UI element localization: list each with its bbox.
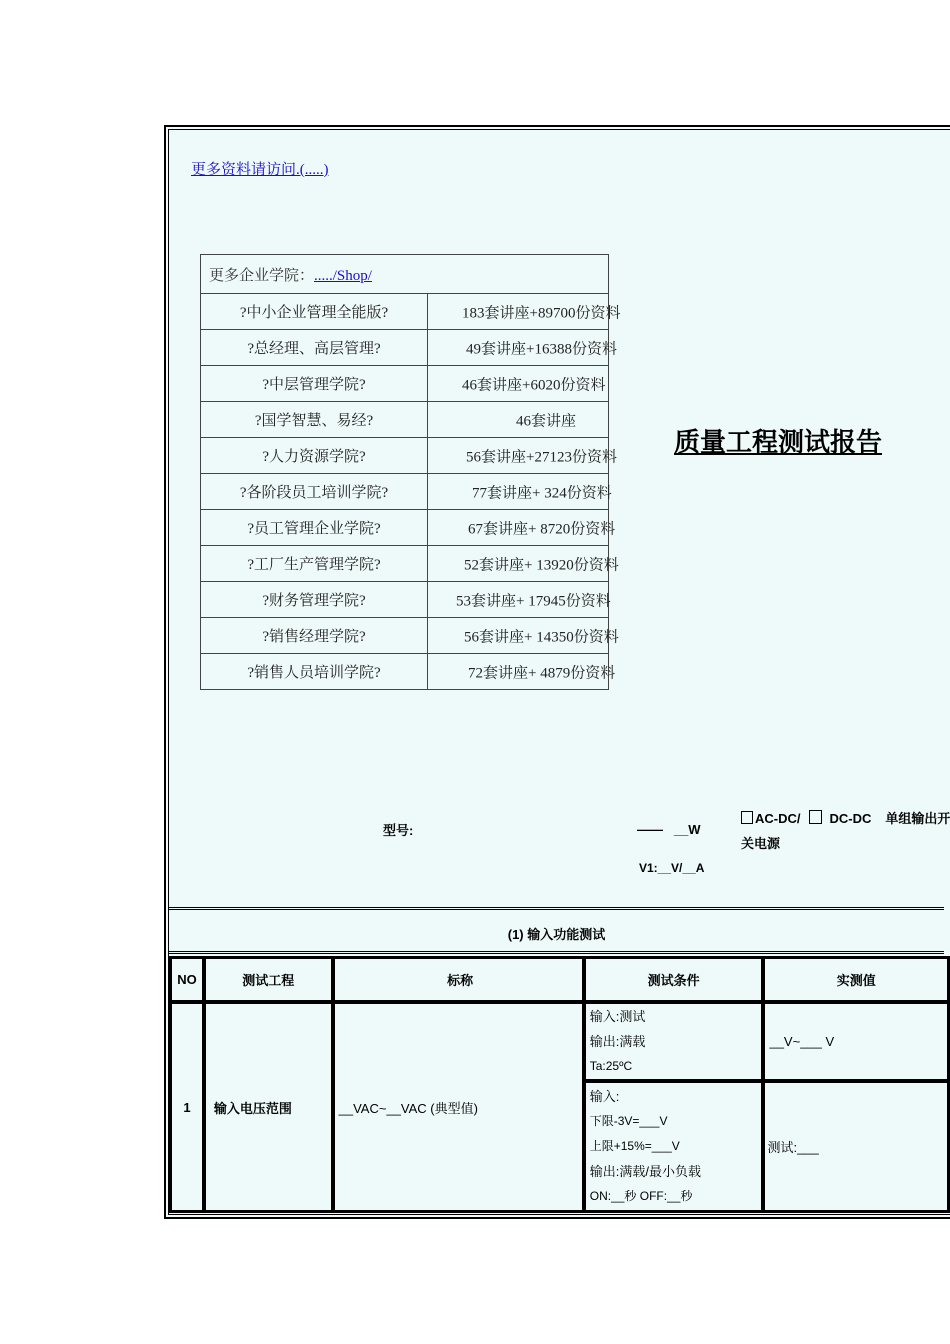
promo-row — [201, 474, 609, 510]
promo-row — [201, 654, 609, 690]
measured-1-text: __V~___ V — [769, 1034, 835, 1049]
condition-line: 上限+15%=___V — [589, 1139, 680, 1153]
promo-row-name[interactable]: ?员工管理企业学院? — [201, 510, 428, 546]
test-header-row — [171, 958, 948, 1001]
measured-2-text: 测试:___ — [767, 1140, 819, 1155]
row-no: 1 — [171, 1003, 203, 1211]
promo-row-name[interactable]: ?中层管理学院? — [201, 366, 428, 402]
condition-line: 下限-3V=___V — [589, 1114, 668, 1128]
condition-line: ON:__秒 OFF:__秒 — [589, 1189, 693, 1203]
promo-row-name[interactable]: ?中小企业管理全能版? — [201, 294, 428, 330]
v1-line: V1:__V/__A — [639, 861, 705, 875]
row-condition-2 — [585, 1082, 763, 1211]
promo-row-name[interactable]: ?总经理、高层管理? — [201, 330, 428, 366]
condition-line: 输出:满载 — [589, 1034, 646, 1049]
promo-row-detail: 77套讲座+ 324份资料 — [472, 485, 612, 501]
promo-header-cell — [201, 255, 609, 294]
promo-header-label: 更多企业学院： — [209, 267, 315, 284]
promo-row-detail: 67套讲座+ 8720份资料 — [468, 521, 616, 537]
model-label: 型号: — [383, 823, 414, 838]
promo-row-detail: 49套讲座+16388份资料 — [466, 341, 617, 357]
test-table — [169, 956, 950, 1213]
table-row — [171, 1003, 948, 1080]
promo-row — [201, 582, 609, 618]
row-nominal[interactable]: __VAC~__VAC (典型值) — [334, 1003, 583, 1211]
condition-2-text — [586, 1084, 762, 1209]
condition-line: 输入: — [589, 1089, 620, 1104]
section-bar — [169, 907, 944, 954]
header-measured: 实测值 — [764, 958, 948, 1001]
promo-row-detail: 183套讲座+89700份资料 — [462, 305, 621, 321]
acdc-checkbox[interactable] — [741, 811, 753, 824]
promo-row — [201, 546, 609, 582]
promo-row-detail: 53套讲座+ 17945份资料 — [456, 593, 611, 609]
promo-row — [201, 330, 609, 366]
promo-row — [201, 510, 609, 546]
condition-1-text — [586, 1004, 762, 1079]
promo-row-name[interactable]: ?财务管理学院? — [201, 582, 428, 618]
promo-row-name[interactable]: ?销售人员培训学院? — [201, 654, 428, 690]
promo-row-detail: 56套讲座+ 14350份资料 — [464, 629, 619, 645]
row-measured-2[interactable] — [764, 1082, 948, 1211]
visit-link[interactable]: 更多资料请访问.(.....) — [191, 162, 329, 178]
promo-row-detail: 56套讲座+27123份资料 — [466, 449, 617, 465]
row-condition-1 — [585, 1003, 763, 1080]
promo-row — [201, 618, 609, 654]
dcdc-checkbox[interactable] — [809, 810, 822, 824]
condition-line: 输入:测试 — [589, 1009, 646, 1024]
promo-row-detail: 52套讲座+ 13920份资料 — [464, 557, 619, 573]
dcdc-label: DC-DC — [829, 811, 872, 826]
section-title: (1) 输入功能测试 — [507, 927, 606, 942]
promo-header-row — [201, 255, 609, 294]
promo-row — [201, 438, 609, 474]
promo-row-name[interactable]: ?国学智慧、易经? — [201, 402, 428, 438]
promo-table — [200, 254, 621, 690]
promo-row-detail: 72套讲座+ 4879份资料 — [468, 665, 616, 681]
promo-row-name[interactable]: ?销售经理学院? — [201, 618, 428, 654]
promo-row-detail: 46套讲座 — [516, 413, 577, 429]
row-item: 输入电压范围 — [205, 1003, 332, 1211]
power-type-options — [741, 808, 950, 827]
header-condition: 测试条件 — [585, 958, 763, 1001]
condition-line: 输出:满载/最小负载 — [589, 1164, 701, 1179]
psu-label: 关电源 — [741, 836, 781, 851]
acdc-label: AC-DC/ — [755, 811, 801, 826]
header-item: 测试工程 — [205, 958, 332, 1001]
shop-link[interactable]: ...../Shop/ — [314, 267, 372, 284]
header-nominal: 标称 — [334, 958, 583, 1001]
promo-row — [201, 402, 609, 438]
promo-row-detail: 46套讲座+6020份资料 — [462, 377, 606, 393]
header-no: NO — [171, 958, 203, 1001]
promo-row — [201, 294, 609, 330]
promo-row-name[interactable]: ?工厂生产管理学院? — [201, 546, 428, 582]
power-blank: —— __W — [637, 822, 701, 837]
report-title: 质量工程测试报告 — [674, 427, 883, 457]
promo-row-name[interactable]: ?各阶段员工培训学院? — [201, 474, 428, 510]
row-measured-1[interactable] — [764, 1003, 948, 1080]
promo-row — [201, 366, 609, 402]
promo-row-name[interactable]: ?人力资源学院? — [201, 438, 428, 474]
single-output-label: 单组输出开 — [885, 811, 950, 826]
condition-line: Ta:25ºC — [589, 1059, 633, 1073]
